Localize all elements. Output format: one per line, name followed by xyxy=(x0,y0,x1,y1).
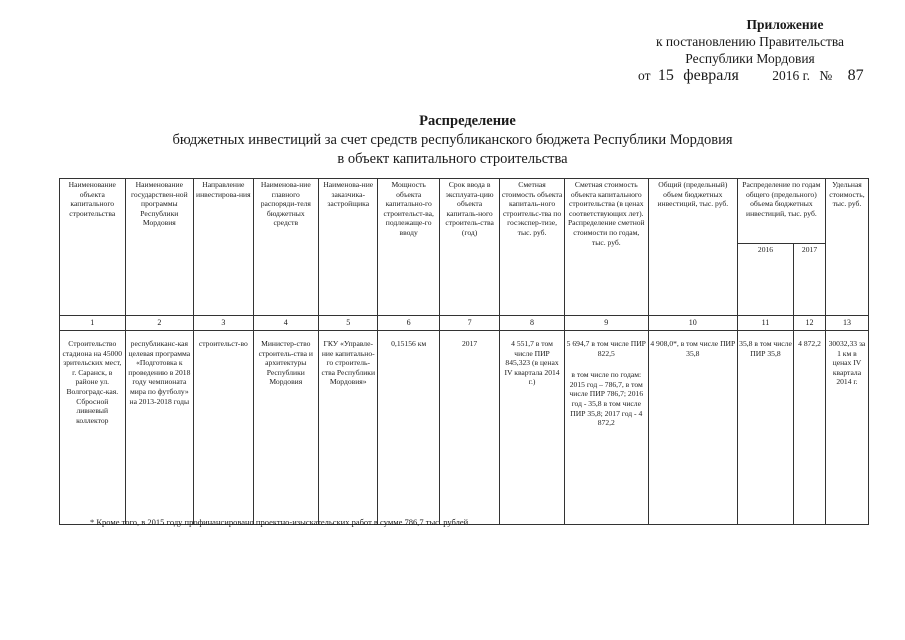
document-heading xyxy=(0,112,905,169)
header-unit-cost: Удельная стоимость, тыс. руб. xyxy=(825,179,868,316)
column-number: 2 xyxy=(125,316,194,331)
cell-unit-cost: 30032,33 за 1 км в ценах IV квартала 2014 г. xyxy=(825,331,868,525)
column-number: 12 xyxy=(794,316,826,331)
header-commissioning-year: Срок ввода в эксплуата-цию объекта капиталь-ного строитель-ства (год) xyxy=(439,179,499,316)
column-number: 8 xyxy=(500,316,565,331)
number-sign: № xyxy=(819,68,833,83)
cell-estimated-cost-expertise: 4 551,7 в том числе ПИР 845,323 (в ценах IV квартала 2014 г.) xyxy=(500,331,565,525)
header-year-2016: 2016 xyxy=(737,244,793,316)
column-number: 5 xyxy=(319,316,378,331)
cell-estimated-cost-breakdown: в том числе по годам: 2015 год – 786,7, в том числе ПИР 786,7; 2016 год - 35,8 в том числе ПИР 35,8; 2017 год - 4 872,2 xyxy=(569,370,644,428)
header-object-name: Наименование объекта капитального строительства xyxy=(60,179,126,316)
date-prefix: от xyxy=(638,68,651,83)
header-customer: Наименова-ние заказчика-застройщика xyxy=(319,179,378,316)
table-row xyxy=(60,331,869,525)
header-estimated-cost-by-years: Сметная стоимость объекта капитального строительства (в ценах соответствующих лет). Распределение сметной стоимости по годам, тыс. руб. xyxy=(564,179,648,316)
cell-year-2016: 35,8 в том числе ПИР 35,8 xyxy=(737,331,793,525)
cell-customer: ГКУ «Управле-ние капитально-го строитель-ства Республики Мордовия» xyxy=(319,331,378,525)
appendix-block xyxy=(600,16,900,84)
column-number: 6 xyxy=(378,316,439,331)
column-number: 1 xyxy=(60,316,126,331)
cell-commissioning-year: 2017 xyxy=(439,331,499,525)
date-year: 2016 г. xyxy=(772,68,810,83)
header-total-investment: Общий (предельный) объем бюджетных инвестиций, тыс. руб. xyxy=(648,179,737,316)
appendix-line-3: Республики Мордовия xyxy=(685,51,815,66)
date-day: 15 xyxy=(657,67,674,84)
header-estimated-cost-expertise: Сметная стоимость объекта капиталь-ного строительс-тва по госэкспер-тизе, тыс. руб. xyxy=(500,179,565,316)
header-distribution-by-years: Распределение по годам общего (предельного) объема бюджетных инвестиций, тыс. руб. xyxy=(737,179,825,244)
column-number: 13 xyxy=(825,316,868,331)
header-year-2017: 2017 xyxy=(794,244,826,316)
header-capacity: Мощность объекта капитально-го строительст-ва, подлежаще-го вводу xyxy=(378,179,439,316)
cell-year-2017: 4 872,2 xyxy=(794,331,826,525)
footnote: * Кроме того, в 2015 году профинансировано проектно-изыскательских работ в сумме 786,7 тыс. рублей. xyxy=(90,517,471,527)
column-number-row xyxy=(60,316,869,331)
heading-title: Распределение xyxy=(419,113,516,129)
header-direction: Направление инвестирова-ния xyxy=(194,179,253,316)
investment-table xyxy=(59,178,869,525)
cell-main-manager: Министер-ство строитель-ства и архитектуры Республики Мордовия xyxy=(253,331,319,525)
appendix-line-2: к постановлению Правительства xyxy=(655,34,845,49)
column-number: 3 xyxy=(194,316,253,331)
column-number: 9 xyxy=(564,316,648,331)
table-header-row xyxy=(60,179,869,244)
heading-line-3: в объект капитального строительства xyxy=(337,151,568,167)
heading-line-2: бюджетных инвестиций за счет средств республиканского бюджета Республики Мордовия xyxy=(172,132,733,148)
cell-object-name: Строительство стадиона на 45000 зрительских мест, г. Саранск, в районе ул. Волгоградс-кая. Сбросной ливневый коллектор xyxy=(60,331,126,525)
date-month: февраля xyxy=(683,67,739,84)
cell-estimated-cost-by-years xyxy=(564,331,648,525)
cell-total-investment: 4 908,0*, в том числе ПИР 35,8 xyxy=(648,331,737,525)
appendix-date-line xyxy=(600,67,900,84)
column-number: 7 xyxy=(439,316,499,331)
document-number: 87 xyxy=(847,67,864,84)
cell-estimated-cost-total: 5 694,7 в том числе ПИР 822,5 xyxy=(566,339,646,358)
column-number: 4 xyxy=(253,316,319,331)
cell-program: республиканс-кая целевая программа «Подготовка к проведению в 2018 году чемпионата мира по футболу» на 2013-2018 годы xyxy=(125,331,194,525)
header-program: Наименование государствен-ной программы Республики Мордовия xyxy=(125,179,194,316)
appendix-title: Приложение xyxy=(746,17,824,32)
cell-capacity: 0,15156 км xyxy=(378,331,439,525)
column-number: 11 xyxy=(737,316,793,331)
header-main-manager: Наименова-ние главного распоряди-теля бюджетных средств xyxy=(253,179,319,316)
column-number: 10 xyxy=(648,316,737,331)
cell-direction: строительст-во xyxy=(194,331,253,525)
